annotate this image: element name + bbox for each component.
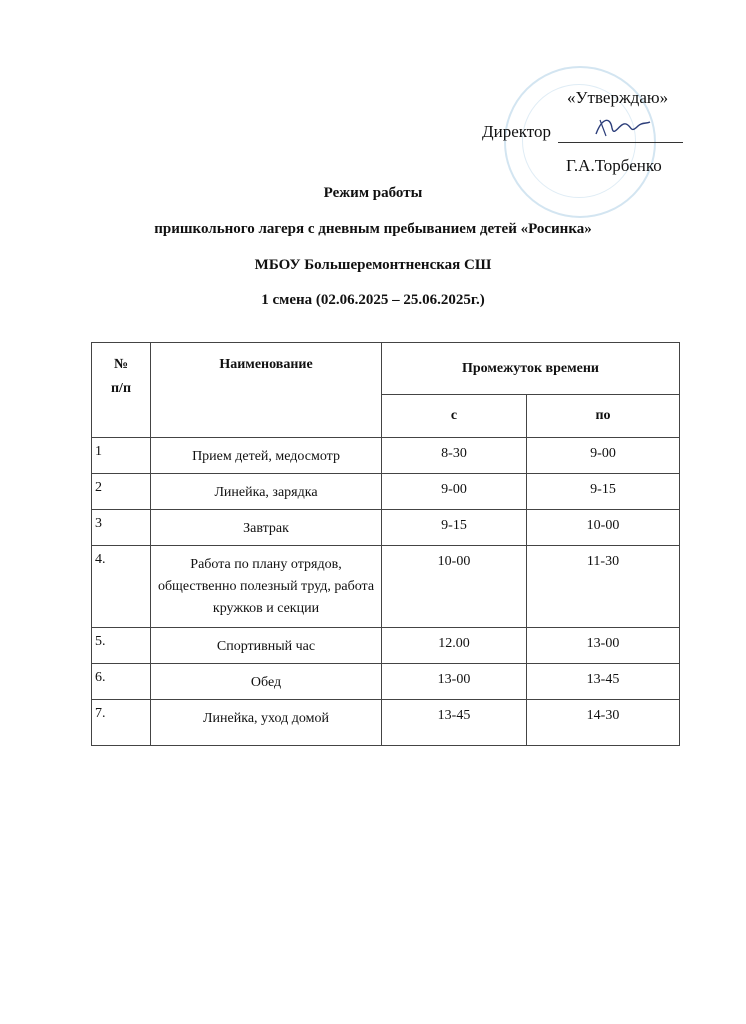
approval-label: «Утверждаю» [567,88,669,107]
doc-subtitle-school: МБОУ Большеремонтненская СШ [254,257,492,273]
row-activity: Обед [151,664,382,700]
row-time-to: 10-00 [527,510,680,546]
row-time-to: 9-15 [527,474,680,510]
table-row [92,628,680,664]
table-row [92,510,680,546]
row-number: 4. [92,546,151,628]
table-row [92,700,680,746]
header-number-abbr: п/п [110,381,132,396]
table-row [92,546,680,628]
row-time-from: 9-15 [382,510,527,546]
table-row [92,438,680,474]
table-row [92,474,680,510]
header-to: по [527,395,680,438]
table-row [92,664,680,700]
row-activity: Спортивный час [151,628,382,664]
header-number-sign: № [113,357,129,372]
row-activity: Линейка, уход домой [151,700,382,746]
schedule-table [91,342,680,746]
row-activity: Прием детей, медосмотр [151,438,382,474]
row-time-to: 13-00 [527,628,680,664]
row-time-from: 12.00 [382,628,527,664]
header-from: с [382,395,527,438]
doc-title: Режим работы [323,185,423,201]
row-time-from: 10-00 [382,546,527,628]
row-time-to: 13-45 [527,664,680,700]
row-time-to: 14-30 [527,700,680,746]
row-time-from: 9-00 [382,474,527,510]
row-activity: Работа по плану отрядов, общественно полезный труд, работа кружков и секции [151,546,382,628]
row-time-to: 9-00 [527,438,680,474]
row-number: 1 [92,438,151,474]
row-number: 2 [92,474,151,510]
row-number: 6. [92,664,151,700]
row-time-from: 13-45 [382,700,527,746]
doc-subtitle-camp: пришкольного лагеря с дневным пребыванием детей «Росинка» [154,221,592,237]
header-interval: Промежуток времени [382,343,680,395]
signature-mark [592,112,652,142]
director-name: Г.А.Торбенко [566,156,662,175]
signature-line [558,142,683,143]
header-name: Наименование [151,343,382,438]
row-number: 7. [92,700,151,746]
row-time-from: 8-30 [382,438,527,474]
row-activity: Завтрак [151,510,382,546]
row-time-from: 13-00 [382,664,527,700]
row-activity: Линейка, зарядка [151,474,382,510]
row-number: 3 [92,510,151,546]
director-position: Директор [482,122,551,141]
header-number [92,343,151,438]
row-time-to: 11-30 [527,546,680,628]
doc-subtitle-shift: 1 смена (02.06.2025 – 25.06.2025г.) [261,292,485,308]
row-number: 5. [92,628,151,664]
